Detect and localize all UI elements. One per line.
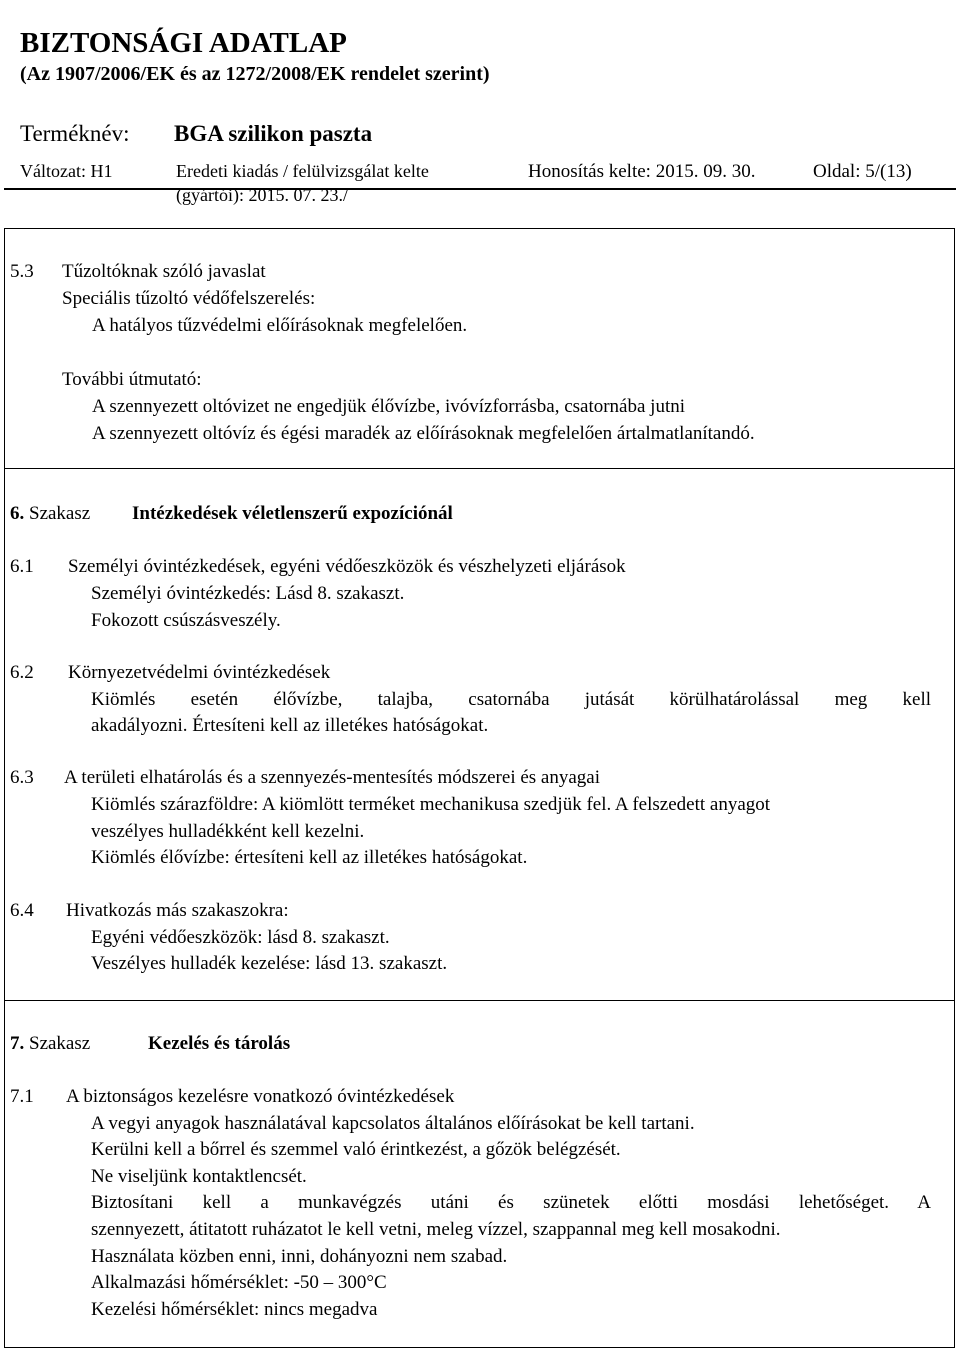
product-name: BGA szilikon paszta (174, 121, 373, 146)
s7-heading (10, 1032, 90, 1055)
s6-3-line-2: veszélyes hulladékként kell kezelni. (91, 821, 365, 842)
document-title: BIZTONSÁGI ADATLAP (20, 27, 347, 59)
regulation-subtitle: (Az 1907/2006/EK és az 1272/2008/EK rendelet szerint) (20, 63, 490, 85)
s7-1-line-3: Ne viseljünk kontaktlencsét. (91, 1166, 307, 1187)
s7-number: 7. (10, 1033, 25, 1054)
s6-2-line-2: akadályozni. Értesíteni kell az illetékes hatóságokat. (91, 715, 489, 736)
frame-top-rule (4, 228, 955, 229)
s6-1-line-2: Fokozott csúszásveszély. (91, 610, 281, 631)
s5-3-further-label: További útmutató: (62, 369, 202, 390)
s7-1-line-6: Használata közben enni, inni, dohányozni nem szabad. (91, 1246, 508, 1267)
s6-3-title: A területi elhatárolás és a szennyezés-mentesítés módszerei és anyagai (64, 767, 600, 788)
s7-1-line-1: A vegyi anyagok használatával kapcsolatos általános előírásokat be kell tartani. (91, 1113, 695, 1134)
s7-1-line-4: Biztosítani kell a munkavégzés utáni és szünetek előtti mosdási lehetőséget. A (91, 1192, 931, 1213)
frame-right-border (954, 228, 955, 1348)
s6-1-line-1: Személyi óvintézkedés: Lásd 8. szakaszt. (91, 583, 405, 604)
product-label: Terméknév: (20, 121, 130, 146)
s5-3-further-line-1: A szennyezett oltóvizet ne engedjük élővízbe, ivóvízforrásba, csatornába jutni (92, 396, 686, 417)
s7-1-number: 7.1 (10, 1086, 34, 1107)
section-7-top-rule (4, 1000, 955, 1001)
s6-4-line-2: Veszélyes hulladék kezelése: lásd 13. szakaszt. (91, 953, 448, 974)
page-number: Oldal: 5/(13) (813, 161, 912, 182)
s7-1-line-8: Kezelési hőmérséklet: nincs megadva (91, 1299, 378, 1320)
s6-4-number: 6.4 (10, 900, 34, 921)
s6-1-number: 6.1 (10, 556, 34, 577)
s5-3-title: Tűzoltóknak szóló javaslat (62, 261, 266, 282)
s6-number: 6. (10, 503, 25, 524)
version-label: Változat: H1 (20, 161, 113, 181)
header-bottom-rule (4, 188, 956, 190)
frame-left-border (4, 228, 5, 1348)
s7-1-title: A biztonságos kezelésre vonatkozó óvintézkedések (66, 1086, 455, 1107)
s7-1-line-2: Kerülni kell a bőrrel és szemmel való érintkezést, a gőzök belégzését. (91, 1139, 621, 1160)
s6-2-number: 6.2 (10, 662, 34, 683)
s6-4-line-1: Egyéni védőeszközök: lásd 8. szakaszt. (91, 927, 390, 948)
s6-4-title: Hivatkozás más szakaszokra: (66, 900, 289, 921)
s6-word: Szakasz (29, 503, 91, 524)
s7-title: Kezelés és tárolás (148, 1033, 291, 1054)
s6-2-line-1: Kiömlés esetén élővízbe, talajba, csatornába jutását körülhatárolással meg kell (91, 689, 931, 710)
s7-1-line-7: Alkalmazási hőmérséklet: -50 – 300°C (91, 1272, 387, 1293)
issue-date-line-1: Eredeti kiadás / felülvizsgálat kelte (176, 161, 429, 181)
s6-2-title: Környezetvédelmi óvintézkedések (68, 662, 331, 683)
s6-3-number: 6.3 (10, 767, 34, 788)
issue-date-line-2: (gyártói): 2015. 07. 23./ (176, 185, 348, 205)
s6-title: Intézkedések véletlenszerű expozíciónál (132, 503, 453, 524)
s5-3-equipment-label: Speciális tűzoltó védőfelszerelés: (62, 288, 316, 309)
s6-heading (10, 502, 90, 525)
s5-3-equipment-text: A hatályos tűzvédelmi előírásoknak megfelelően. (92, 315, 468, 336)
frame-bottom-rule (4, 1347, 955, 1348)
s6-3-line-3: Kiömlés élővízbe: értesíteni kell az illetékes hatóságokat. (91, 847, 528, 868)
s6-1-title: Személyi óvintézkedések, egyéni védőeszközök és vészhelyzeti eljárások (68, 556, 626, 577)
s5-3-number: 5.3 (10, 261, 34, 282)
s5-3-further-line-2: A szennyezett oltóvíz és égési maradék az előírásoknak megfelelően ártalmatlanítandó. (92, 423, 755, 444)
section-6-top-rule (4, 468, 955, 469)
s7-word: Szakasz (29, 1033, 91, 1054)
s7-1-line-5: szennyezett, átitatott ruházatot le kell vetni, meleg vízzel, szappannal meg kell mosakodni. (91, 1219, 781, 1240)
s6-3-line-1: Kiömlés szárazföldre: A kiömlött terméket mechanikusa szedjük fel. A felszedett anyagot (91, 794, 771, 815)
approval-date: Honosítás kelte: 2015. 09. 30. (528, 161, 756, 182)
